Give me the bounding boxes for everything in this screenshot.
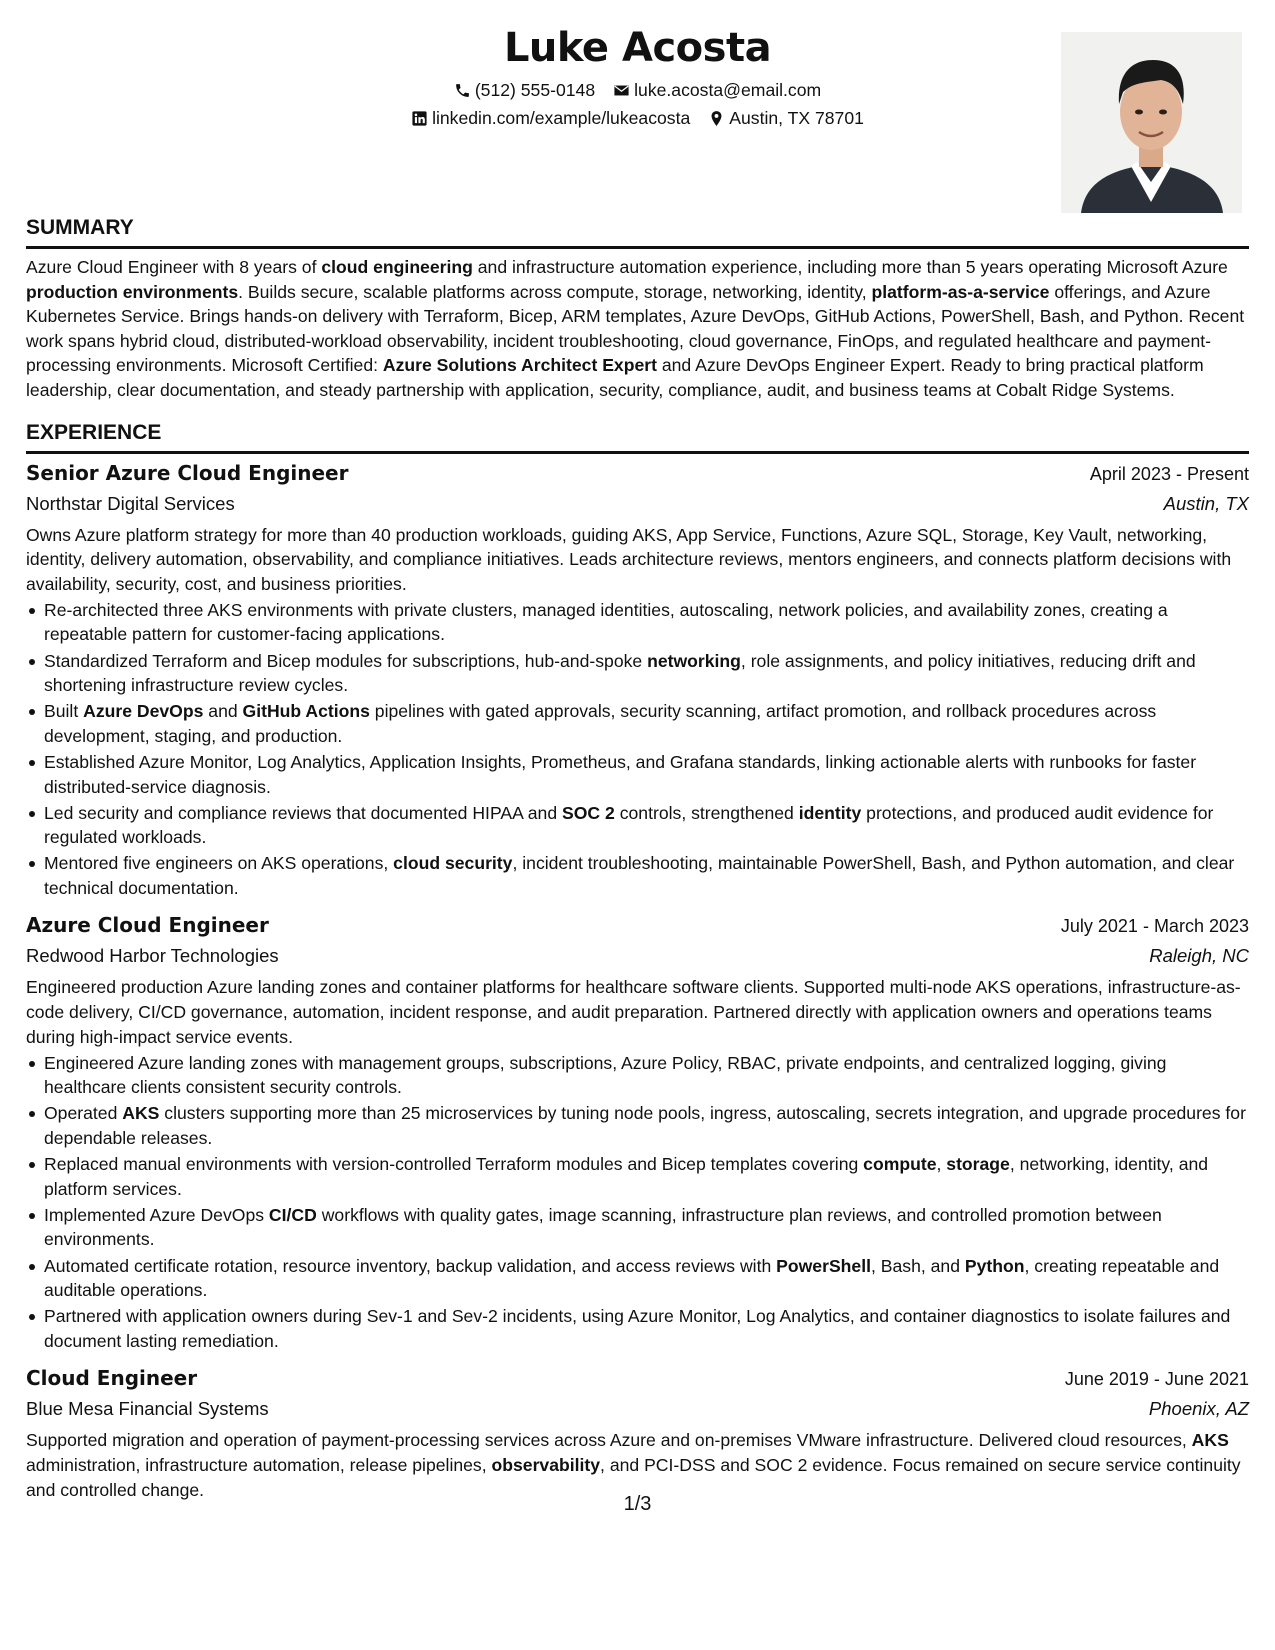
job-description: Engineered production Azure landing zones and container platforms for healthcare software clients. Supported multi-node AKS operations, infrastructure-as-code delivery, CI/CD governance, automation, incident response, and audit preparation. Partnered directly with application owners and operations teams during high-impact service events. xyxy=(26,977,1241,1047)
text-run: Automated certificate rotation, resource inventory, backup validation, and access reviews with xyxy=(44,1255,777,1276)
text-run: and Azure DevOps Engineer Expert. Ready to bring practical platform leadership, clear documentation, and steady partnership with application, security, compliance, audit, and business teams at Cobalt Ridge Systems. xyxy=(26,355,1204,400)
bold-keyword: AKS xyxy=(122,1103,160,1124)
text-run: Implemented Azure DevOps xyxy=(44,1204,269,1225)
job-title-row xyxy=(26,458,1249,489)
job-entry xyxy=(26,910,1249,1353)
job-description: Owns Azure platform strategy for more than 40 production workloads, guiding AKS, App Service, Functions, Azure SQL, Storage, Key Vault, networking, identity, delivery automation, observability, and compliance initiatives. Leads architecture reviews, mentors engineers, and connects platform decisions with availability, security, cost, and business priorities. xyxy=(26,524,1232,594)
bold-keyword: SOC 2 xyxy=(562,802,615,823)
bold-keyword: CI/CD xyxy=(268,1204,317,1225)
text-run: administration, infrastructure automation, release pipelines, xyxy=(26,1454,492,1475)
text-run: protections, and produced audit evidence for regulated workloads. xyxy=(44,802,1214,848)
job-company-row xyxy=(26,489,1249,519)
bold-keyword: platform-as-a-service xyxy=(871,281,1050,302)
email-text: luke.acosta@email.com xyxy=(634,80,822,100)
bold-keyword: Azure DevOps xyxy=(83,701,204,722)
envelope-icon xyxy=(613,82,630,99)
page-number: 1/3 xyxy=(623,1493,652,1515)
job-company: Northstar Digital Services xyxy=(26,492,235,514)
bullet-item xyxy=(44,851,1249,900)
text-run: , role assignments, and policy initiatives, reducing drift and shortening infrastructure review cycles. xyxy=(44,650,1196,696)
bold-keyword: networking xyxy=(647,650,741,671)
text-run: Re-architected three AKS environments with private clusters, managed identities, autoscaling, network policies, and availability zones, creating a repeatable pattern for customer-facing applications. xyxy=(44,599,1168,645)
bold-keyword: PowerShell xyxy=(776,1255,871,1276)
job-company: Redwood Harbor Technologies xyxy=(26,945,279,967)
text-run: . Builds secure, scalable platforms across compute, storage, networking, identity, xyxy=(238,281,872,302)
job-location: Raleigh, NC xyxy=(1149,945,1249,967)
bold-keyword: cloud engineering xyxy=(321,257,473,277)
text-run: and infrastructure automation experience, including more than 5 years operating Microsoft Azure xyxy=(472,257,1228,277)
bullet-item xyxy=(44,649,1249,698)
text-run: workflows with quality gates, image scanning, infrastructure plan reviews, and controlled promotion between environments. xyxy=(44,1204,1162,1250)
text-run: and xyxy=(203,701,243,722)
location-contact xyxy=(708,106,864,130)
job-bullets xyxy=(26,1051,1249,1354)
text-run: , creating repeatable and auditable operations. xyxy=(44,1255,1220,1301)
phone-text: (512) 555-0148 xyxy=(474,80,596,100)
bold-keyword: identity xyxy=(798,802,862,823)
text-run: Mentored five engineers on AKS operations, xyxy=(44,853,394,874)
text-run: Azure Cloud Engineer with 8 years of xyxy=(26,257,322,277)
text-run: Replaced manual environments with version-controlled Terraform modules and Bicep templates covering xyxy=(44,1154,864,1175)
job-entry xyxy=(26,458,1249,901)
linkedin-contact[interactable] xyxy=(411,106,690,130)
email-contact[interactable] xyxy=(613,78,821,102)
candidate-name: Luke Acosta xyxy=(503,25,772,71)
bold-keyword: Azure Solutions Architect Expert xyxy=(382,355,657,376)
experience-heading: EXPERIENCE xyxy=(26,419,1249,454)
linkedin-text: linkedin.com/example/lukeacosta xyxy=(432,108,691,128)
linkedin-icon xyxy=(411,110,428,127)
job-location: Phoenix, AZ xyxy=(1148,1398,1249,1420)
summary-heading: SUMMARY xyxy=(26,214,1249,249)
text-run: clusters supporting more than 25 microservices by tuning node pools, ingress, autoscaling, secrets integration, and upgrade procedures for dependable releases. xyxy=(44,1103,1246,1149)
text-run: Partnered with application owners during Sev-1 and Sev-2 incidents, using Azure Monitor, Log Analytics, and container diagnostics to isolate failures and document lasting remediation. xyxy=(44,1306,1231,1351)
bold-keyword: storage xyxy=(946,1154,1010,1175)
phone-contact[interactable] xyxy=(454,78,595,102)
bullet-item xyxy=(44,1101,1249,1150)
job-company: Blue Mesa Financial Systems xyxy=(26,1398,269,1420)
bullet-item xyxy=(44,1254,1249,1303)
text-run: , xyxy=(936,1154,947,1175)
bold-keyword: observability xyxy=(491,1454,601,1475)
job-title: Senior Azure Cloud Engineer xyxy=(26,460,349,485)
bullet-item xyxy=(44,750,1249,799)
bold-keyword: compute xyxy=(863,1154,937,1175)
location-text: Austin, TX 78701 xyxy=(729,108,864,128)
text-run: pipelines with gated approvals, security scanning, artifact promotion, and rollback procedures across development, staging, and production. xyxy=(44,701,1157,746)
summary-paragraph xyxy=(26,255,1249,403)
bold-keyword: Python xyxy=(964,1255,1025,1276)
bullet-item xyxy=(44,1051,1249,1100)
profile-photo xyxy=(1061,32,1242,213)
text-run: , networking, identity, and platform services. xyxy=(44,1154,1209,1199)
job-bullets xyxy=(26,598,1249,901)
bold-keyword: cloud security xyxy=(393,853,513,874)
job-company-row xyxy=(26,941,1249,971)
job-dates: April 2023 - Present xyxy=(1089,463,1249,484)
text-run: , incident troubleshooting, maintainable PowerShell, Bash, and Python automation, and clear technical documentation. xyxy=(44,853,1235,898)
bold-keyword: GitHub Actions xyxy=(242,701,370,722)
job-location: Austin, TX xyxy=(1163,492,1249,514)
text-run: , and PCI-DSS and SOC 2 evidence. Focus remained on secure service continuity and controlled change. xyxy=(26,1454,1241,1500)
bold-keyword: production environments xyxy=(26,281,239,302)
job-dates: July 2021 - March 2023 xyxy=(1060,916,1249,937)
bullet-item xyxy=(44,1203,1249,1252)
map-pin-icon xyxy=(708,110,725,127)
text-run: offerings, and Azure Kubernetes Service. Brings hands-on delivery with Terraform, Bicep, ARM templates, Azure DevOps, GitHub Actions, PowerShell, Bash, and Python. Recent work spans hybrid cloud, distributed-workload observability, incident troubleshooting, cloud governance, FinOps, and regulated healthcare and payment-processing environments. Microsoft Certified: xyxy=(26,281,1245,376)
job-dates: June 2019 - June 2021 xyxy=(1064,1369,1249,1390)
bold-keyword: AKS xyxy=(1191,1430,1229,1451)
bullet-item xyxy=(44,1304,1249,1353)
job-list xyxy=(26,458,1249,1503)
text-run: Established Azure Monitor, Log Analytics, Application Insights, Prometheus, and Grafana standards, linking actionable alerts with runbooks for faster distributed-service diagnosis. xyxy=(44,751,1197,797)
text-run: Built xyxy=(44,701,84,722)
text-run: controls, strengthened xyxy=(614,802,799,823)
text-run: Supported migration and operation of payment-processing services across Azure and on-premises VMware infrastructure. Delivered cloud resources, xyxy=(26,1430,1192,1451)
job-title: Cloud Engineer xyxy=(26,1366,198,1391)
bullet-item xyxy=(44,801,1249,850)
text-run: Led security and compliance reviews that documented HIPAA and xyxy=(44,802,563,823)
bullet-item xyxy=(44,598,1249,647)
bullet-item xyxy=(44,1152,1249,1201)
bullet-item xyxy=(44,699,1249,748)
resume-page xyxy=(26,22,1249,1502)
text-run: Operated xyxy=(44,1103,123,1124)
text-run: Standardized Terraform and Bicep modules for subscriptions, hub-and-spoke xyxy=(44,650,648,671)
job-entry xyxy=(26,1363,1249,1502)
text-run: , Bash, and xyxy=(870,1255,965,1276)
resume-header xyxy=(26,22,1249,214)
job-title: Azure Cloud Engineer xyxy=(26,913,269,938)
job-company-row xyxy=(26,1394,1249,1424)
phone-icon xyxy=(454,82,471,99)
text-run: Engineered Azure landing zones with management groups, subscriptions, Azure Policy, RBAC, private endpoints, and centralized logging, giving healthcare clients consistent security controls. xyxy=(44,1052,1167,1098)
job-title-row xyxy=(26,1363,1249,1394)
job-title-row xyxy=(26,910,1249,941)
